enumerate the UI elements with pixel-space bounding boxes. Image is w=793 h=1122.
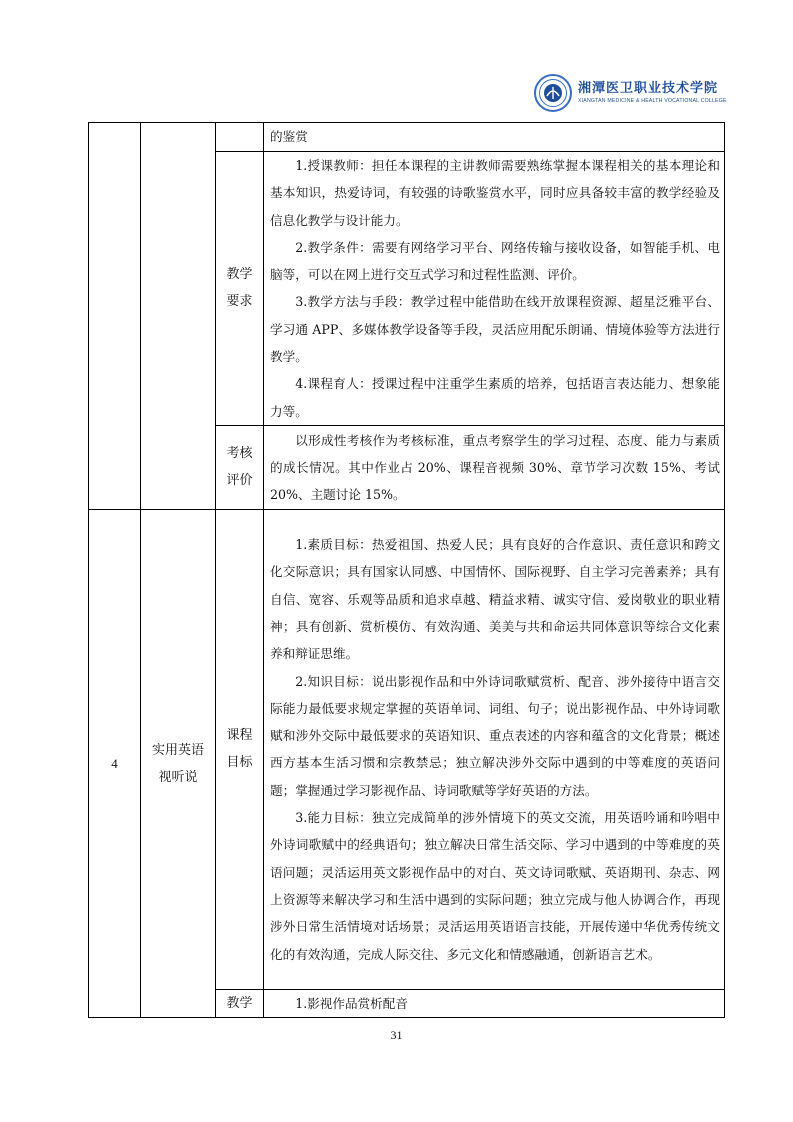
paragraph: 2.知识目标：说出影视作品和中外诗词歌赋赏析、配音、涉外接待中语言交际能力最低要求规定掌握的英语单词、词组、句子；说出影视作品、中外诗词歌赋和涉外交际中最低要求的英语知识、重点表述的内容和蕴含的文化背景；概述西方基本生活习惯和宗教禁忌；独立解决涉外交际中遇到的中等难度的英语问题；掌握通过学习影视作品、诗词歌赋等学好英语的方法。 — [270, 673, 720, 798]
teaching-content — [264, 989, 725, 1017]
continued-text: 的鉴赏 — [270, 129, 308, 145]
assessment-label: 考核 评价 — [216, 425, 264, 509]
table-row — [89, 123, 725, 152]
college-logo — [534, 70, 727, 116]
paragraph: 3.能力目标：独立完成简单的涉外情境下的英文交流，用英语吟诵和吟唱中外诗词歌赋中的经典语句；独立解决日常生活交际、学习中遇到的中等难度的英语问题；灵活运用英文影视作品中的对白、英文诗词歌赋、英语期刊、杂志、网上资源等来解决学习和生活中遇到的实际问题；独立完成与他人协调合作，再现涉外日常生活情境对话场景；灵活运用英语语言技能，开展传递中华优秀传统文化的有效沟通，完成人际交往、多元文化和情感融通，创新语言艺术。 — [270, 810, 720, 962]
course-name-cell — [141, 123, 216, 510]
assessment-content — [264, 425, 725, 509]
continued-content-cell — [264, 123, 725, 152]
paragraph: 4.课程育人：授课过程中注重学生素质的培养，包括语言表达能力、想象能力等。 — [270, 376, 720, 419]
row-label-cell — [216, 123, 264, 152]
college-emblem-icon — [534, 74, 572, 112]
paragraph: 3.教学方法与手段：教学过程中能借助在线开放课程资源、超星泛雅平台、学习通 APP、多媒体教学设备等手段，灵活应用配乐朗诵、情境体验等方法进行教学。 — [270, 294, 720, 365]
course-table — [88, 122, 725, 1018]
page-number: 31 — [390, 1028, 403, 1042]
course-goals-label: 课程 目标 — [216, 509, 264, 989]
paragraph: 1.影视作品赏析配音 — [295, 995, 408, 1011]
teaching-requirements-content — [264, 152, 725, 426]
paragraph: 1.素质目标：热爱祖国、热爱人民；具有良好的合作意识、责任意识和跨文化交际意识；具有国家认同感、中国情怀、国际视野、自主学习完善素养；具有自信、宽容、乐观等品质和追求卓越、精益求精、诚实守信、爱岗敬业的职业精神；具有创新、赏析模仿、有效沟通、美美与共和命运共同体意识等综合文化素养和辩证思维。 — [270, 537, 720, 662]
paragraph: 1.授课教师：担任本课程的主讲教师需要熟练掌握本课程相关的基本理论和基本知识，热爱诗词，有较强的诗歌鉴赏水平，同时应具备较丰富的教学经验及信息化教学与设计能力。 — [270, 158, 720, 228]
college-name-en: XIANGTAN MEDICINE & HEALTH VOCATIONAL COLLEGE — [578, 97, 727, 104]
course-number-cell — [89, 123, 141, 510]
paragraph: 以形成性考核作为考核标准，重点考察学生的学习过程、态度、能力与素质的成长情况。其中作业占 20%、课程音视频 30%、章节学习次数 15%、考试 20%、主题讨论 15%。 — [270, 432, 720, 503]
course-name: 实用英语 视听说 — [141, 509, 216, 1017]
paragraph: 2.教学条件：需要有网络学习平台、网络传输与接收设备，如智能手机、电脑等，可以在网上进行交互式学习和过程性监测、评价。 — [270, 239, 720, 283]
college-name-cn: 湘潭医卫职业技术学院 — [578, 80, 719, 96]
table-row — [89, 509, 725, 989]
course-goals-content — [264, 509, 725, 989]
course-number: 4 — [89, 509, 141, 1017]
teaching-requirements-label: 教学 要求 — [216, 152, 264, 426]
teaching-label: 教学 — [216, 989, 264, 1017]
